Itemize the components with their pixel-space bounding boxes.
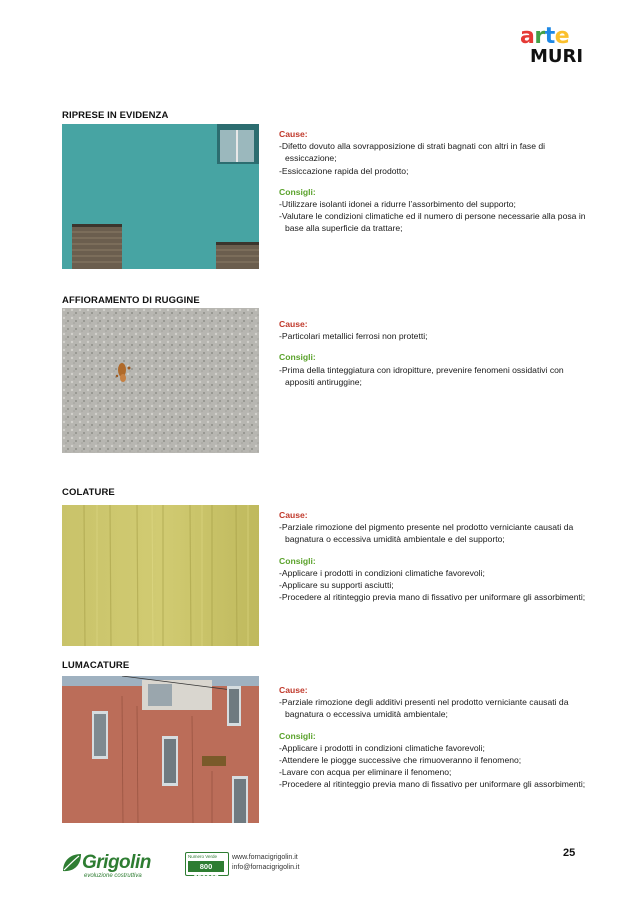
consigli-item: -Applicare su supporti asciutti; [279,580,394,591]
toll-free-label: Numero Verde [188,854,218,859]
consigli-item: -Applicare i prodotti in condizioni climatiche favorevoli; [279,567,485,578]
cause-item: -Essiccazione rapida del prodotto; [279,165,409,176]
consigli-heading: Consigli: [279,555,316,566]
logo-muri: MURI [530,46,584,67]
section-title: RIPRESE IN EVIDENZA [62,110,169,121]
section-title: COLATURE [62,487,115,498]
email-link[interactable]: info@fornacigrigolin.it [232,864,300,871]
footer-contacts [232,853,299,873]
consigli-item: -Procedere al ritinteggio previa mano di fissativo per uniformare gli assorbimenti; [279,779,586,790]
logo-arte: arte [520,24,570,49]
photo-ruggine [62,308,259,453]
toll-free-badge [185,852,229,882]
cause-heading: Cause: [279,510,308,520]
page-number: 25 [563,847,576,859]
section-text [279,684,589,791]
section-title: LUMACATURE [62,660,130,671]
consigli-item: -Utilizzare isolanti idonei a ridurre l’assorbimento del supporto; [279,199,516,210]
arte-muri-logo [520,25,582,73]
section-text [279,509,589,603]
grigolin-leaf-icon [60,851,84,875]
cause-item: -Difetto dovuto alla sovrapposizione di strati bagnati con altri in fase di essiccazione; [279,141,546,164]
photo-lumacature [62,676,259,823]
cause-item: -Parziale rimozione degli additivi presenti nel prodotto verniciante causati da bagnatura o eccessiva umidità ambientale; [279,697,569,720]
consigli-item: -Prima della tinteggiatura con idropitture, prevenire fenomeni ossidativi con appositi antiruggine; [279,364,564,387]
photo-riprese [62,124,259,269]
company-tagline: evoluzione costruttiva [84,873,142,879]
consigli-heading: Consigli: [279,730,316,741]
cause-heading: Cause: [279,685,308,695]
cause-heading: Cause: [279,129,308,139]
consigli-item: -Lavare con acqua per eliminare il fenomeno; [279,767,452,778]
consigli-item: -Valutare le condizioni climatiche ed il numero di persone necessarie alla posa in base alla superficie da trattare; [279,211,586,234]
cause-item: -Parziale rimozione del pigmento presente nel prodotto verniciante causati da bagnatura o eccessiva umidità ambientale e del supporto; [279,522,574,545]
consigli-heading: Consigli: [279,186,316,197]
consigli-item: -Attendere le piogge successive che rimuoveranno il fenomeno; [279,755,522,766]
consigli-heading: Consigli: [279,352,316,363]
photo-colature [62,505,259,646]
section-text [279,318,589,388]
website-link[interactable]: www.fornacigrigolin.it [232,854,298,861]
section-title: AFFIORAMENTO DI RUGGINE [62,295,200,306]
cause-heading: Cause: [279,319,308,329]
section-text [279,128,589,235]
consigli-item: -Procedere al ritinteggio previa mano di fissativo per uniformare gli assorbimenti; [279,592,586,603]
company-name: Grigolin [82,852,151,873]
cause-item: -Particolari metallici ferrosi non protetti; [279,331,428,342]
consigli-item: -Applicare i prodotti in condizioni climatiche favorevoli; [279,742,485,753]
toll-free-number[interactable]: 800 350907 [188,861,224,872]
